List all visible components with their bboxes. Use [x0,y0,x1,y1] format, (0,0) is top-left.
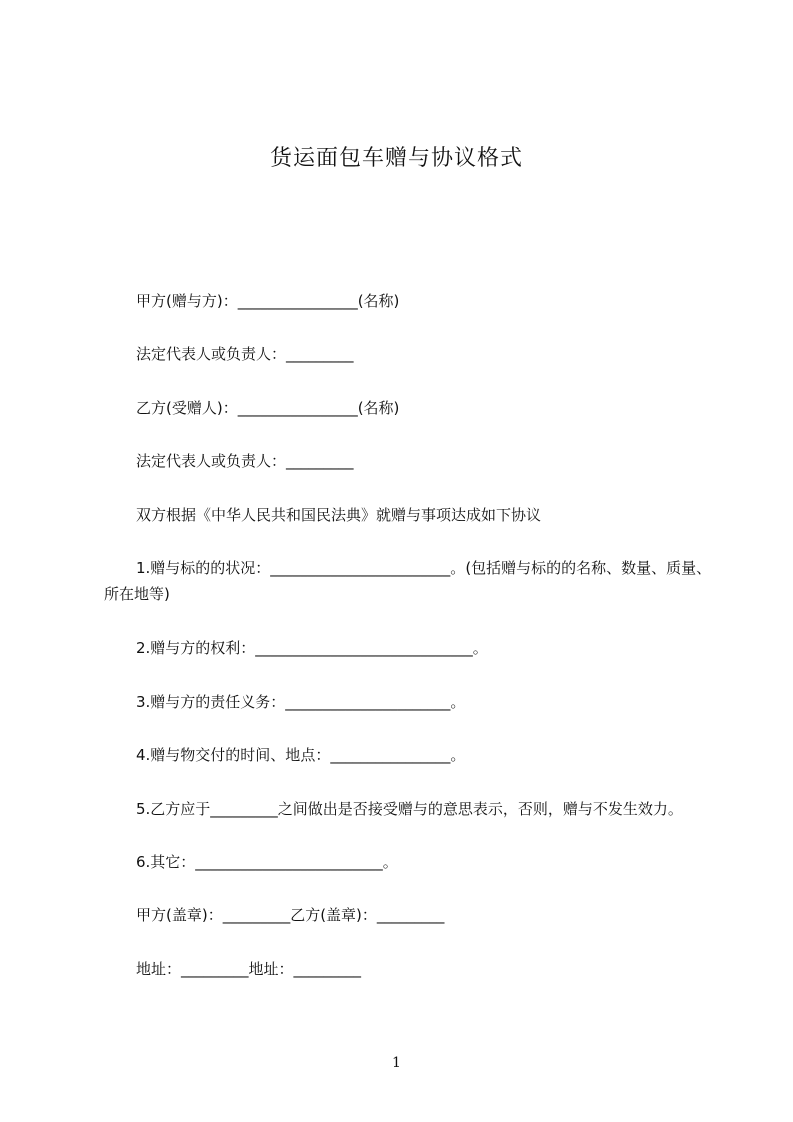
page-number: 1 [392,1055,401,1071]
clause-6: 6.其它：_________________________。 [136,853,398,871]
document-title: 货运面包车赠与协议格式 [269,146,523,171]
clause-5: 5.乙方应于_________之间做出是否接受赠与的意思表示，否则，赠与不发生效力。 [136,800,683,818]
party-a-line: 甲方(赠与方)：________________(名称) [136,292,400,310]
clause-1: 1.赠与标的的状况：________________________。(包括赠与标的的名称、数量、质量、所在地等) [104,559,712,603]
party-b-line: 乙方(受赠人)：________________(名称) [136,399,400,417]
address-line: 地址：_________地址：_________ [136,960,362,978]
clause-2: 2.赠与方的权利：_____________________________。 [136,639,488,657]
party-b-representative-line: 法定代表人或负责人：_________ [136,452,354,470]
clause-4: 4.赠与物交付的时间、地点：________________。 [136,746,466,764]
clause-3: 3.赠与方的责任义务：______________________。 [136,693,466,711]
agreement-intro: 双方根据《中华人民共和国民法典》就赠与事项达成如下协议 [136,506,542,524]
party-a-representative-line: 法定代表人或负责人：_________ [136,345,354,363]
seal-line: 甲方(盖章)：_________乙方(盖章)：_________ [136,906,445,924]
